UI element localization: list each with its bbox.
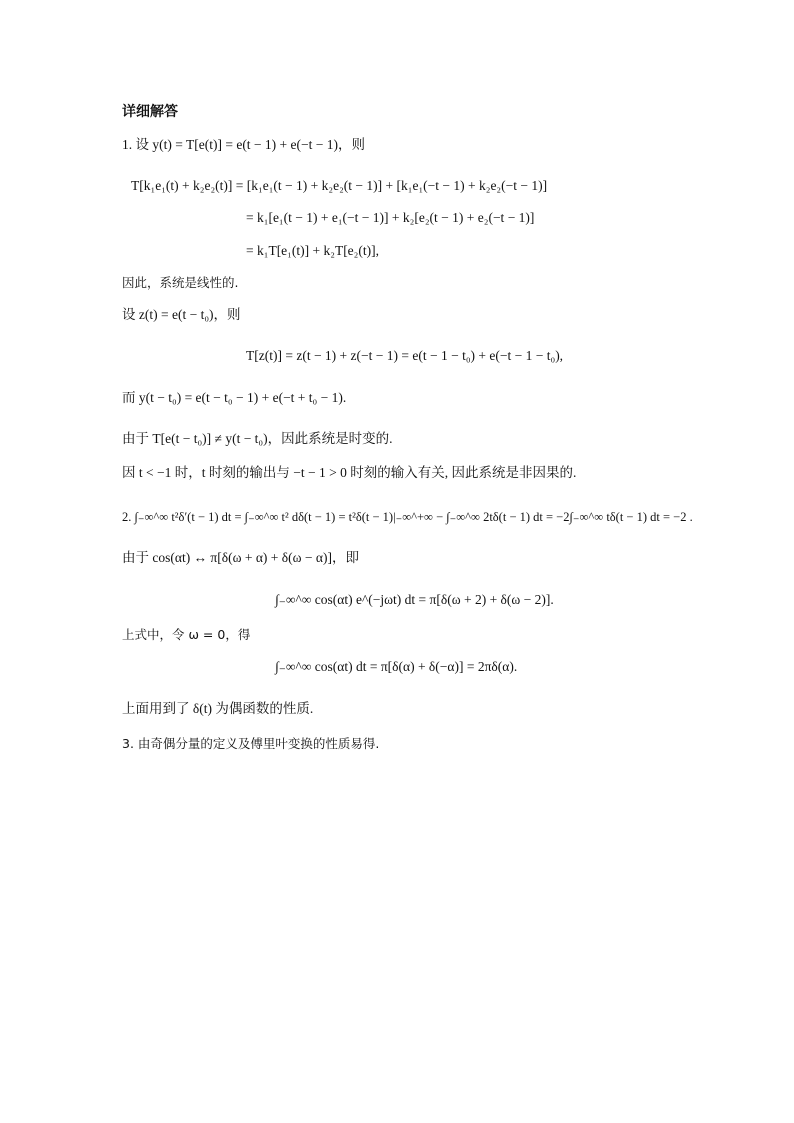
linearity-equation-line1: T[k₁e₁(t) + k₂e₂(t)] = [k₁e₁(t − 1) + k₂e₂(t − 1)] + [k₁e₁(−t − 1) + k₂e₂(−t − 1)] (131, 178, 548, 193)
shifted-output-equation: 而 y(t − t₀) = e(t − t₀ − 1) + e(−t + t₀ − 1). (122, 390, 347, 405)
section-heading: 详细解答 (122, 104, 178, 120)
time-varying-conclusion: 由于 T[e(t − t₀)] ≠ y(t − t₀)，因此系统是时变的. (122, 431, 393, 446)
let-omega-zero: 上式中，令 ω = 0，得 (122, 627, 251, 642)
omega-zero-equation: ∫₋∞^∞ cos(αt) dt = π[δ(α) + δ(−α)] = 2πδ(α). (275, 659, 518, 674)
part3-statement: 3. 由奇偶分量的定义及傅里叶变换的性质易得. (122, 736, 380, 751)
linear-conclusion: 因此，系统是线性的. (122, 275, 239, 290)
linearity-equation-line2: = k₁[e₁(t − 1) + e₁(−t − 1)] + k₂[e₂(t − 1) + e₂(−t − 1)] (246, 210, 535, 225)
set-z-statement: 设 z(t) = e(t − t₀)，则 (122, 307, 241, 322)
part1-intro: 1. 设 y(t) = T[e(t)] = e(t − 1) + e(−t − 1)，则 (122, 137, 365, 152)
z-transform-equation: T[z(t)] = z(t − 1) + z(−t − 1) = e(t − 1 − t₀) + e(−t − 1 − t₀), (246, 348, 564, 363)
causality-conclusion: 因 t < −1 时，t 时刻的输出与 −t − 1 > 0 时刻的输入有关, 因此系统是非因果的. (122, 465, 577, 480)
linearity-equation-line3: = k₁T[e₁(t)] + k₂T[e₂(t)], (246, 243, 379, 258)
part2-integral-equation: 2. ∫₋∞^∞ t²δ′(t − 1) dt = ∫₋∞^∞ t² dδ(t − 1) = t²δ(t − 1)|₋∞^+∞ − ∫₋∞^∞ 2tδ(t − 1) dt = −2∫₋∞^∞ tδ(t − 1) dt = −2 . (122, 510, 693, 524)
part2-fourier-pair: 由于 cos(αt) ↔ π[δ(ω + α) + δ(ω − α)]，即 (122, 550, 359, 565)
fourier-integral-equation: ∫₋∞^∞ cos(αt) e^(−jωt) dt = π[δ(ω + 2) + δ(ω − 2)]. (275, 592, 554, 607)
even-function-note: 上面用到了 δ(t) 为偶函数的性质. (122, 701, 314, 716)
